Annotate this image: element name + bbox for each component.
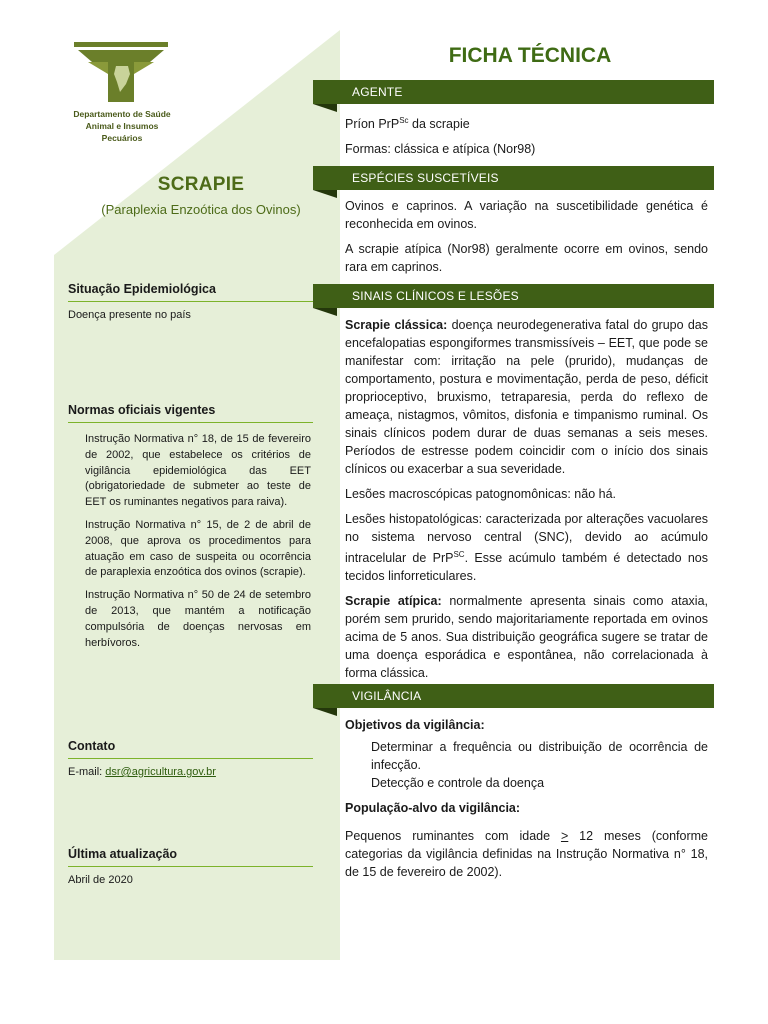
- contact-section-title: Contato: [68, 739, 116, 753]
- target-symbol: >: [560, 829, 569, 843]
- surveillance-content: [345, 716, 708, 888]
- header-fold-shape: [313, 708, 337, 716]
- department-line-1: Departamento de Saúde: [73, 109, 171, 119]
- agent-content: [345, 112, 708, 165]
- classic-scrapie-paragraph: [345, 316, 708, 478]
- disease-subtitle: (Paraplexia Enzoótica dos Ovinos): [101, 202, 301, 217]
- header-fold-shape: [313, 104, 337, 112]
- header-fold-shape: [313, 190, 337, 198]
- norm-item: Instrução Normativa n° 15, de 2 de abril de 2008, que aprova os procedimentos para atuação em caso de suspeita ou ocorrência de paraplexia enzoótica dos ovinos (scrapie).: [85, 518, 311, 579]
- update-section-title: Última atualização: [68, 847, 178, 861]
- signs-section-header: [313, 284, 714, 308]
- target-prefix: Pequenos ruminantes com idade: [345, 829, 561, 843]
- signs-content: [345, 316, 708, 689]
- epi-status-text: Doença presente no país: [68, 309, 191, 321]
- prion-prefix: Príon PrP: [345, 117, 400, 132]
- forms-line: Formas: clássica e atípica (Nor98): [345, 142, 536, 157]
- classic-label: Scrapie clássica:: [345, 318, 448, 332]
- species-section-header: [313, 166, 714, 190]
- histo-lesions-paragraph: [345, 510, 708, 585]
- species-paragraph-1: Ovinos e caprinos. A variação na suscetibilidade genética é reconhecida em ovinos.: [345, 199, 708, 231]
- macro-lesions-paragraph: Lesões macroscópicas patognomônicas: não há.: [345, 487, 616, 501]
- prion-superscript: Sc: [399, 116, 409, 125]
- target-title: População-alvo da vigilância:: [345, 801, 521, 815]
- target-paragraph: [345, 827, 708, 881]
- epi-section-divider: [68, 301, 313, 302]
- signs-header-label: SINAIS CLÍNICOS E LESÕES: [352, 289, 519, 303]
- atypical-scrapie-paragraph: [345, 592, 708, 682]
- department-line-2: Animal e Insumos: [85, 121, 159, 131]
- norm-item: Instrução Normativa n° 50 de 24 de setembro de 2013, que mantém a notificação compulsória de doenças nervosas em herbívoros.: [85, 589, 311, 649]
- norms-list: [85, 432, 311, 658]
- contact-section-divider: [68, 758, 313, 759]
- ministry-logo-icon: [72, 40, 170, 106]
- classic-text: doença neurodegenerativa fatal do grupo das encefalopatias espongiformes transmissíveis – EET, que pode se manifestar com: irritação na pele (prurido), mudanças de comportamento, postura e movimentação, perda de peso, déficit proprioceptivo, bruxismo, tetraparesia, perda do reflexo de ameaça, nistagmos, vômitos, disfonia e timpanismo ruminal. Os sinais clínicos podem durar de duas semanas a seis meses. Períodos de estresse podem coincidir com o início dos sinais clínicos ou exacerbar a sua severidade.: [345, 318, 709, 476]
- department-name: [60, 108, 184, 144]
- objective-item: Determinar a frequência ou distribuição de ocorrência de infecção.: [371, 740, 708, 772]
- norms-section-divider: [68, 422, 313, 423]
- disease-name: SCRAPIE: [157, 174, 245, 195]
- agent-header-label: AGENTE: [352, 85, 403, 99]
- header-fold-shape: [313, 308, 337, 316]
- contact-email-line: [68, 766, 313, 778]
- histo-prefix: Lesões histopatológicas: caracterizada por alterações vacuolares no sistema nervoso central (SNC), devido ao acúmulo intracelular de PrP: [345, 512, 708, 566]
- update-section-divider: [68, 866, 313, 867]
- surveillance-section-header: [313, 684, 714, 708]
- histo-suffix: . Esse acúmulo também é detectado nos tecidos linforreticulares.: [345, 551, 709, 584]
- epi-section-title: Situação Epidemiológica: [68, 282, 216, 296]
- prion-suffix: da scrapie: [408, 117, 470, 132]
- atypical-text: normalmente apresenta sinais como ataxia, porém sem prurido, sendo majoritariamente reportada em ovinos acima de 5 anos. Sua distribuição geográfica sugere se tratar de uma doença esporádica e espontânea, não correlacionada à forma clássica.: [345, 594, 708, 681]
- prion-line: [345, 112, 708, 133]
- target-suffix: 12 meses (conforme categorias da vigilância definidas na Instrução Normativa n° 18, de 15 de fevereiro de 2002).: [345, 829, 708, 879]
- species-content: [345, 197, 708, 283]
- histo-superscript: SC: [453, 550, 465, 559]
- species-paragraph-2: A scrapie atípica (Nor98) geralmente ocorre em ovinos, sendo rara em caprinos.: [345, 242, 708, 274]
- species-header-label: ESPÉCIES SUSCETÍVEIS: [352, 171, 499, 185]
- page-title: FICHA TÉCNICA: [448, 44, 612, 67]
- agent-section-header: [313, 80, 714, 104]
- email-link[interactable]: dsr@agricultura.gov.br: [105, 766, 216, 778]
- norm-item: Instrução Normativa n° 18, de 15 de fevereiro de 2002, que estabelece os critérios de vigilância epidemiológica das EET (obrigatoriedade de submeter ao teste de EET os ruminantes negativos para raiva).: [85, 433, 311, 509]
- norms-section-title: Normas oficiais vigentes: [68, 403, 216, 417]
- surveillance-header-label: VIGILÂNCIA: [352, 689, 422, 703]
- department-line-3: Pecuários: [101, 133, 143, 143]
- objectives-title: Objetivos da vigilância:: [345, 718, 485, 732]
- email-label: E-mail:: [68, 766, 106, 778]
- update-date: Abril de 2020: [68, 874, 133, 886]
- atypical-label: Scrapie atípica:: [345, 594, 442, 609]
- objective-item: Detecção e controle da doença: [371, 776, 545, 790]
